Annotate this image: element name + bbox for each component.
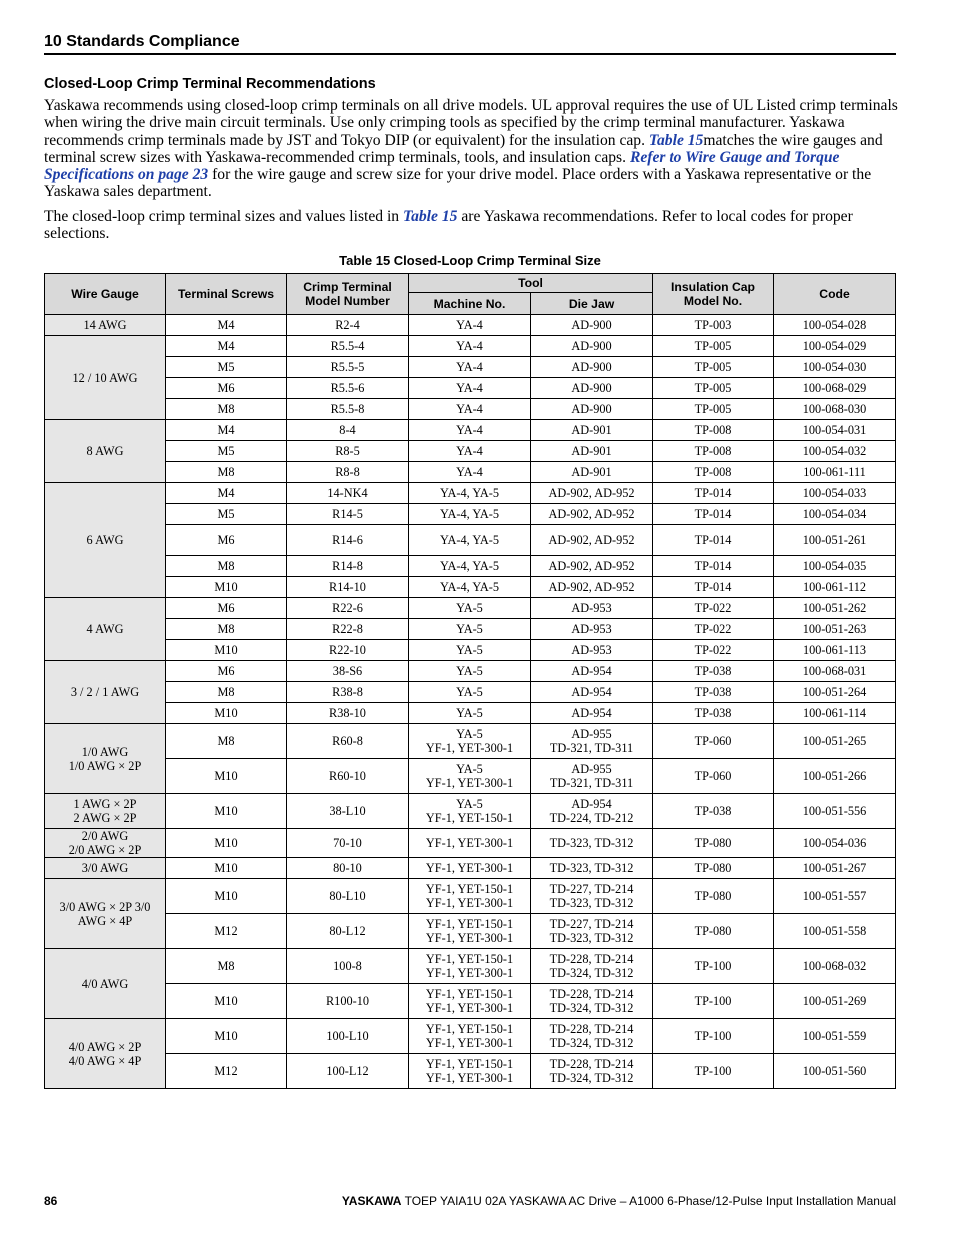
- code-cell: 100-061-112: [774, 577, 896, 598]
- crimp-model-cell: 100-L12: [287, 1054, 409, 1089]
- die-jaw-cell: AD-900: [531, 357, 653, 378]
- insulation-cap-cell: TP-008: [653, 420, 774, 441]
- terminal-screw-cell: M10: [166, 640, 287, 661]
- die-jaw-cell: AD-954 TD-224, TD-212: [531, 794, 653, 829]
- table-row: [45, 336, 954, 357]
- die-jaw-cell: AD-900: [531, 336, 653, 357]
- machine-no-cell: YF-1, YET-150-1 YF-1, YET-300-1: [409, 879, 531, 914]
- machine-no-cell: YA-5: [409, 703, 531, 724]
- machine-no-cell: YF-1, YET-150-1 YF-1, YET-300-1: [409, 914, 531, 949]
- terminal-screw-cell: M6: [166, 378, 287, 399]
- code-cell: 100-061-113: [774, 640, 896, 661]
- code-cell: 100-068-029: [774, 378, 896, 399]
- die-jaw-cell: AD-900: [531, 399, 653, 420]
- terminal-screw-cell: M10: [166, 829, 287, 858]
- terminal-screw-cell: M10: [166, 703, 287, 724]
- insulation-cap-cell: TP-100: [653, 949, 774, 984]
- insulation-cap-cell: TP-005: [653, 336, 774, 357]
- terminal-screw-cell: M10: [166, 759, 287, 794]
- machine-no-cell: YF-1, YET-150-1 YF-1, YET-300-1: [409, 984, 531, 1019]
- crimp-model-cell: R22-6: [287, 598, 409, 619]
- table-15-link[interactable]: Table 15: [648, 131, 704, 149]
- insulation-cap-cell: TP-022: [653, 640, 774, 661]
- machine-no-cell: YA-5: [409, 598, 531, 619]
- section-title: 10 Standards Compliance: [44, 33, 240, 50]
- terminal-screw-cell: M10: [166, 1019, 287, 1054]
- wire-gauge-cell: 4/0 AWG × 2P 4/0 AWG × 4P: [45, 1019, 166, 1089]
- table-row: [45, 378, 954, 399]
- terminal-screw-cell: M8: [166, 399, 287, 420]
- terminal-screw-cell: M4: [166, 336, 287, 357]
- crimp-model-cell: R2-4: [287, 315, 409, 336]
- insulation-cap-cell: TP-003: [653, 315, 774, 336]
- table-row: [45, 598, 954, 619]
- die-jaw-cell: TD-227, TD-214 TD-323, TD-312: [531, 914, 653, 949]
- die-jaw-cell: AD-954: [531, 682, 653, 703]
- wire-gauge-cell: 1 AWG × 2P 2 AWG × 2P: [45, 794, 166, 829]
- machine-no-cell: YA-4: [409, 378, 531, 399]
- table-row: [45, 682, 954, 703]
- table-row: [45, 315, 954, 336]
- machine-no-cell: YA-4, YA-5: [409, 525, 531, 556]
- table-row: [45, 984, 954, 1019]
- crimp-model-cell: R38-8: [287, 682, 409, 703]
- code-cell: 100-051-556: [774, 794, 896, 829]
- insulation-cap-cell: TP-038: [653, 794, 774, 829]
- header-machine-no: Machine No.: [409, 293, 531, 315]
- code-cell: 100-054-036: [774, 829, 896, 858]
- insulation-cap-cell: TP-080: [653, 914, 774, 949]
- table-row: [45, 759, 954, 794]
- insulation-cap-cell: TP-038: [653, 682, 774, 703]
- crimp-model-cell: 100-L10: [287, 1019, 409, 1054]
- header-terminal-screws: Terminal Screws: [166, 274, 287, 315]
- header-tool: Tool: [409, 274, 653, 293]
- insulation-cap-cell: TP-080: [653, 829, 774, 858]
- die-jaw-cell: AD-902, AD-952: [531, 525, 653, 556]
- wire-gauge-cell: 8 AWG: [45, 420, 166, 483]
- table-body: [45, 315, 954, 1089]
- machine-no-cell: YA-5 YF-1, YET-300-1: [409, 724, 531, 759]
- crimp-model-cell: 8-4: [287, 420, 409, 441]
- machine-no-cell: YA-4: [409, 315, 531, 336]
- die-jaw-cell: TD-323, TD-312: [531, 858, 653, 879]
- insulation-cap-cell: TP-014: [653, 525, 774, 556]
- terminal-screw-cell: M8: [166, 682, 287, 703]
- insulation-cap-cell: TP-005: [653, 357, 774, 378]
- die-jaw-cell: AD-902, AD-952: [531, 504, 653, 525]
- insulation-cap-cell: TP-005: [653, 399, 774, 420]
- crimp-model-cell: 14-NK4: [287, 483, 409, 504]
- die-jaw-cell: TD-228, TD-214 TD-324, TD-312: [531, 1054, 653, 1089]
- section-header: [44, 33, 896, 55]
- code-cell: 100-051-266: [774, 759, 896, 794]
- wire-gauge-cell: 3 / 2 / 1 AWG: [45, 661, 166, 724]
- die-jaw-cell: AD-902, AD-952: [531, 577, 653, 598]
- insulation-cap-cell: TP-014: [653, 483, 774, 504]
- code-cell: 100-054-029: [774, 336, 896, 357]
- table-row: [45, 949, 954, 984]
- machine-no-cell: YF-1, YET-150-1 YF-1, YET-300-1: [409, 1054, 531, 1089]
- die-jaw-cell: TD-228, TD-214 TD-324, TD-312: [531, 949, 653, 984]
- terminal-screw-cell: M10: [166, 794, 287, 829]
- code-cell: 100-068-032: [774, 949, 896, 984]
- crimp-model-cell: R14-10: [287, 577, 409, 598]
- table-row: [45, 858, 954, 879]
- table-row: [45, 661, 954, 682]
- code-cell: 100-051-265: [774, 724, 896, 759]
- crimp-model-cell: R100-10: [287, 984, 409, 1019]
- die-jaw-cell: AD-953: [531, 640, 653, 661]
- code-cell: 100-051-261: [774, 525, 896, 556]
- subheading: Closed-Loop Crimp Terminal Recommendations: [44, 76, 376, 92]
- wire-gauge-cell: 3/0 AWG × 2P 3/0 AWG × 4P: [45, 879, 166, 949]
- die-jaw-cell: AD-954: [531, 661, 653, 682]
- insulation-cap-cell: TP-038: [653, 661, 774, 682]
- insulation-cap-cell: TP-080: [653, 879, 774, 914]
- header-die-jaw: Die Jaw: [531, 293, 653, 315]
- crimp-model-cell: 38-L10: [287, 794, 409, 829]
- footer-doc-info: [342, 1194, 896, 1208]
- table-row: [45, 1019, 954, 1054]
- insulation-cap-cell: TP-022: [653, 598, 774, 619]
- table-row: [45, 525, 954, 556]
- crimp-model-cell: R8-5: [287, 441, 409, 462]
- machine-no-cell: YF-1, YET-150-1 YF-1, YET-300-1: [409, 949, 531, 984]
- terminal-screw-cell: M6: [166, 525, 287, 556]
- table-row: [45, 441, 954, 462]
- machine-no-cell: YA-4: [409, 441, 531, 462]
- table-row: [45, 703, 954, 724]
- insulation-cap-cell: TP-014: [653, 504, 774, 525]
- crimp-model-cell: 100-8: [287, 949, 409, 984]
- crimp-model-cell: R22-8: [287, 619, 409, 640]
- machine-no-cell: YA-4: [409, 399, 531, 420]
- table-caption: Table 15 Closed-Loop Crimp Terminal Size: [339, 253, 601, 268]
- header-insulation-cap: Insulation Cap Model No.: [653, 274, 774, 315]
- machine-no-cell: YA-4, YA-5: [409, 577, 531, 598]
- code-cell: 100-054-028: [774, 315, 896, 336]
- table-row: [45, 619, 954, 640]
- insulation-cap-cell: TP-014: [653, 556, 774, 577]
- crimp-model-cell: R8-8: [287, 462, 409, 483]
- die-jaw-cell: AD-901: [531, 441, 653, 462]
- terminal-screw-cell: M10: [166, 879, 287, 914]
- machine-no-cell: YF-1, YET-300-1: [409, 829, 531, 858]
- wire-gauge-cell: 12 / 10 AWG: [45, 336, 166, 420]
- crimp-model-cell: R22-10: [287, 640, 409, 661]
- die-jaw-cell: AD-900: [531, 315, 653, 336]
- machine-no-cell: YF-1, YET-150-1 YF-1, YET-300-1: [409, 1019, 531, 1054]
- footer-brand: YASKAWA: [341, 1194, 402, 1208]
- header-code: Code: [774, 274, 896, 315]
- code-cell: 100-054-030: [774, 357, 896, 378]
- code-cell: 100-051-263: [774, 619, 896, 640]
- table-row: [45, 357, 954, 378]
- crimp-model-cell: 70-10: [287, 829, 409, 858]
- die-jaw-cell: AD-902, AD-952: [531, 556, 653, 577]
- machine-no-cell: YA-4, YA-5: [409, 556, 531, 577]
- machine-no-cell: YA-5: [409, 682, 531, 703]
- page-number: 86: [44, 1194, 58, 1208]
- die-jaw-cell: AD-902, AD-952: [531, 483, 653, 504]
- insulation-cap-cell: TP-100: [653, 1019, 774, 1054]
- die-jaw-cell: AD-901: [531, 462, 653, 483]
- table-15-link-2[interactable]: Table 15: [403, 208, 458, 225]
- terminal-screw-cell: M12: [166, 914, 287, 949]
- die-jaw-cell: TD-227, TD-214 TD-323, TD-312: [531, 879, 653, 914]
- terminal-screw-cell: M12: [166, 1054, 287, 1089]
- terminal-screw-cell: M8: [166, 724, 287, 759]
- table-row: [45, 879, 954, 914]
- rec-text-2: are Yaskawa recommendations. Refer to local codes for proper selections.: [44, 208, 853, 243]
- machine-no-cell: YA-5: [409, 661, 531, 682]
- header-wire-gauge: Wire Gauge: [45, 274, 166, 315]
- table-row: [45, 556, 954, 577]
- terminal-screw-cell: M6: [166, 598, 287, 619]
- crimp-model-cell: R38-10: [287, 703, 409, 724]
- wire-gauge-reference-link[interactable]: Refer to Wire Gauge and Torque Specifications on page 23: [44, 148, 840, 184]
- terminal-screw-cell: M10: [166, 577, 287, 598]
- wire-gauge-cell: 4/0 AWG: [45, 949, 166, 1019]
- die-jaw-cell: TD-228, TD-214 TD-324, TD-312: [531, 984, 653, 1019]
- code-cell: 100-068-031: [774, 661, 896, 682]
- terminal-screw-cell: M4: [166, 420, 287, 441]
- insulation-cap-cell: TP-005: [653, 378, 774, 399]
- wire-gauge-cell: 3/0 AWG: [45, 858, 166, 879]
- die-jaw-cell: AD-953: [531, 619, 653, 640]
- machine-no-cell: YA-4: [409, 462, 531, 483]
- crimp-model-cell: R5.5-6: [287, 378, 409, 399]
- wire-gauge-cell: 2/0 AWG 2/0 AWG × 2P: [45, 829, 166, 858]
- die-jaw-cell: AD-955 TD-321, TD-311: [531, 759, 653, 794]
- insulation-cap-cell: TP-100: [653, 1054, 774, 1089]
- machine-no-cell: YA-4: [409, 336, 531, 357]
- rec-text-1: The closed-loop crimp terminal sizes and values listed in: [44, 208, 400, 225]
- machine-no-cell: YA-5: [409, 619, 531, 640]
- table-row: [45, 724, 954, 759]
- code-cell: 100-054-032: [774, 441, 896, 462]
- table-row: [45, 577, 954, 598]
- code-cell: 100-054-031: [774, 420, 896, 441]
- table-row: [45, 462, 954, 483]
- insulation-cap-cell: TP-022: [653, 619, 774, 640]
- table-row: [45, 420, 954, 441]
- code-cell: 100-051-557: [774, 879, 896, 914]
- terminal-screw-cell: M8: [166, 619, 287, 640]
- crimp-model-cell: R5.5-8: [287, 399, 409, 420]
- insulation-cap-cell: TP-038: [653, 703, 774, 724]
- terminal-screw-cell: M10: [166, 858, 287, 879]
- machine-no-cell: YF-1, YET-300-1: [409, 858, 531, 879]
- footer-doc-text: TOEP YAIA1U 02A YASKAWA AC Drive – A1000 6-Phase/12-Pulse Input Installation Manual: [404, 1194, 896, 1208]
- insulation-cap-cell: TP-008: [653, 462, 774, 483]
- crimp-model-cell: 80-10: [287, 858, 409, 879]
- table-row: [45, 504, 954, 525]
- machine-no-cell: YA-5: [409, 640, 531, 661]
- code-cell: 100-051-264: [774, 682, 896, 703]
- insulation-cap-cell: TP-100: [653, 984, 774, 1019]
- die-jaw-cell: AD-953: [531, 598, 653, 619]
- code-cell: 100-051-267: [774, 858, 896, 879]
- machine-no-cell: YA-4: [409, 357, 531, 378]
- die-jaw-cell: AD-954: [531, 703, 653, 724]
- insulation-cap-cell: TP-008: [653, 441, 774, 462]
- intro-text-3: for the wire gauge and screw size for your drive model. Place orders with a Yaskawa representative or the Yaskawa sales department.: [44, 166, 872, 201]
- die-jaw-cell: AD-901: [531, 420, 653, 441]
- die-jaw-cell: AD-955 TD-321, TD-311: [531, 724, 653, 759]
- crimp-model-cell: R5.5-4: [287, 336, 409, 357]
- code-cell: 100-051-559: [774, 1019, 896, 1054]
- terminal-screw-cell: M6: [166, 661, 287, 682]
- wire-gauge-cell: 6 AWG: [45, 483, 166, 598]
- machine-no-cell: YA-4, YA-5: [409, 483, 531, 504]
- code-cell: 100-051-560: [774, 1054, 896, 1089]
- insulation-cap-cell: TP-014: [653, 577, 774, 598]
- crimp-model-cell: R14-8: [287, 556, 409, 577]
- crimp-model-cell: R14-6: [287, 525, 409, 556]
- code-cell: 100-051-558: [774, 914, 896, 949]
- crimp-model-cell: R60-10: [287, 759, 409, 794]
- code-cell: 100-051-269: [774, 984, 896, 1019]
- terminal-screw-cell: M8: [166, 462, 287, 483]
- table-row: [45, 399, 954, 420]
- code-cell: 100-068-030: [774, 399, 896, 420]
- machine-no-cell: YA-4: [409, 420, 531, 441]
- table-row: [45, 1054, 954, 1089]
- crimp-model-cell: R14-5: [287, 504, 409, 525]
- code-cell: 100-054-033: [774, 483, 896, 504]
- code-cell: 100-061-114: [774, 703, 896, 724]
- terminal-screw-cell: M5: [166, 441, 287, 462]
- terminal-screw-cell: M8: [166, 556, 287, 577]
- die-jaw-cell: TD-228, TD-214 TD-324, TD-312: [531, 1019, 653, 1054]
- machine-no-cell: YA-5 YF-1, YET-300-1: [409, 759, 531, 794]
- wire-gauge-cell: 1/0 AWG 1/0 AWG × 2P: [45, 724, 166, 794]
- terminal-screw-cell: M8: [166, 949, 287, 984]
- insulation-cap-cell: TP-080: [653, 858, 774, 879]
- wire-gauge-cell: 14 AWG: [45, 315, 166, 336]
- crimp-model-cell: R60-8: [287, 724, 409, 759]
- code-cell: 100-054-034: [774, 504, 896, 525]
- code-cell: 100-054-035: [774, 556, 896, 577]
- code-cell: 100-061-111: [774, 462, 896, 483]
- die-jaw-cell: TD-323, TD-312: [531, 829, 653, 858]
- terminal-screw-cell: M4: [166, 483, 287, 504]
- crimp-model-cell: 80-L10: [287, 879, 409, 914]
- insulation-cap-cell: TP-060: [653, 759, 774, 794]
- insulation-cap-cell: TP-060: [653, 724, 774, 759]
- crimp-model-cell: 38-S6: [287, 661, 409, 682]
- table-row: [45, 914, 954, 949]
- die-jaw-cell: AD-900: [531, 378, 653, 399]
- table-row: [45, 794, 954, 829]
- intro-text-2: matches the wire gauges and terminal screw sizes with Yaskawa-recommended crimp terminals, tools, and insulation caps.: [44, 131, 883, 166]
- machine-no-cell: YA-4, YA-5: [409, 504, 531, 525]
- intro-paragraph: [44, 97, 900, 201]
- intro-text-1: Yaskawa recommends using closed-loop crimp terminals on all drive models. UL approval requires the use of UL Listed crimp terminals when wiring the drive main circuit terminals. Use only crimping tools as specified by the crimp terminal manufacturer. Yaskawa recommends crimp terminals made by JST and Tokyo DIP (or equivalent) for the insulation cap.: [44, 97, 898, 149]
- terminal-screw-cell: M5: [166, 357, 287, 378]
- recommendation-paragraph: [44, 208, 900, 243]
- wire-gauge-cell: 4 AWG: [45, 598, 166, 661]
- machine-no-cell: YA-5 YF-1, YET-150-1: [409, 794, 531, 829]
- crimp-model-cell: R5.5-5: [287, 357, 409, 378]
- terminal-screw-cell: M5: [166, 504, 287, 525]
- code-cell: 100-051-262: [774, 598, 896, 619]
- crimp-model-cell: 80-L12: [287, 914, 409, 949]
- table-row: [45, 483, 954, 504]
- terminal-screw-cell: M10: [166, 984, 287, 1019]
- table-row: [45, 640, 954, 661]
- terminal-screw-cell: M4: [166, 315, 287, 336]
- header-crimp-model: Crimp Terminal Model Number: [287, 274, 409, 315]
- table-row: [45, 829, 954, 858]
- crimp-terminal-table: [44, 273, 954, 1089]
